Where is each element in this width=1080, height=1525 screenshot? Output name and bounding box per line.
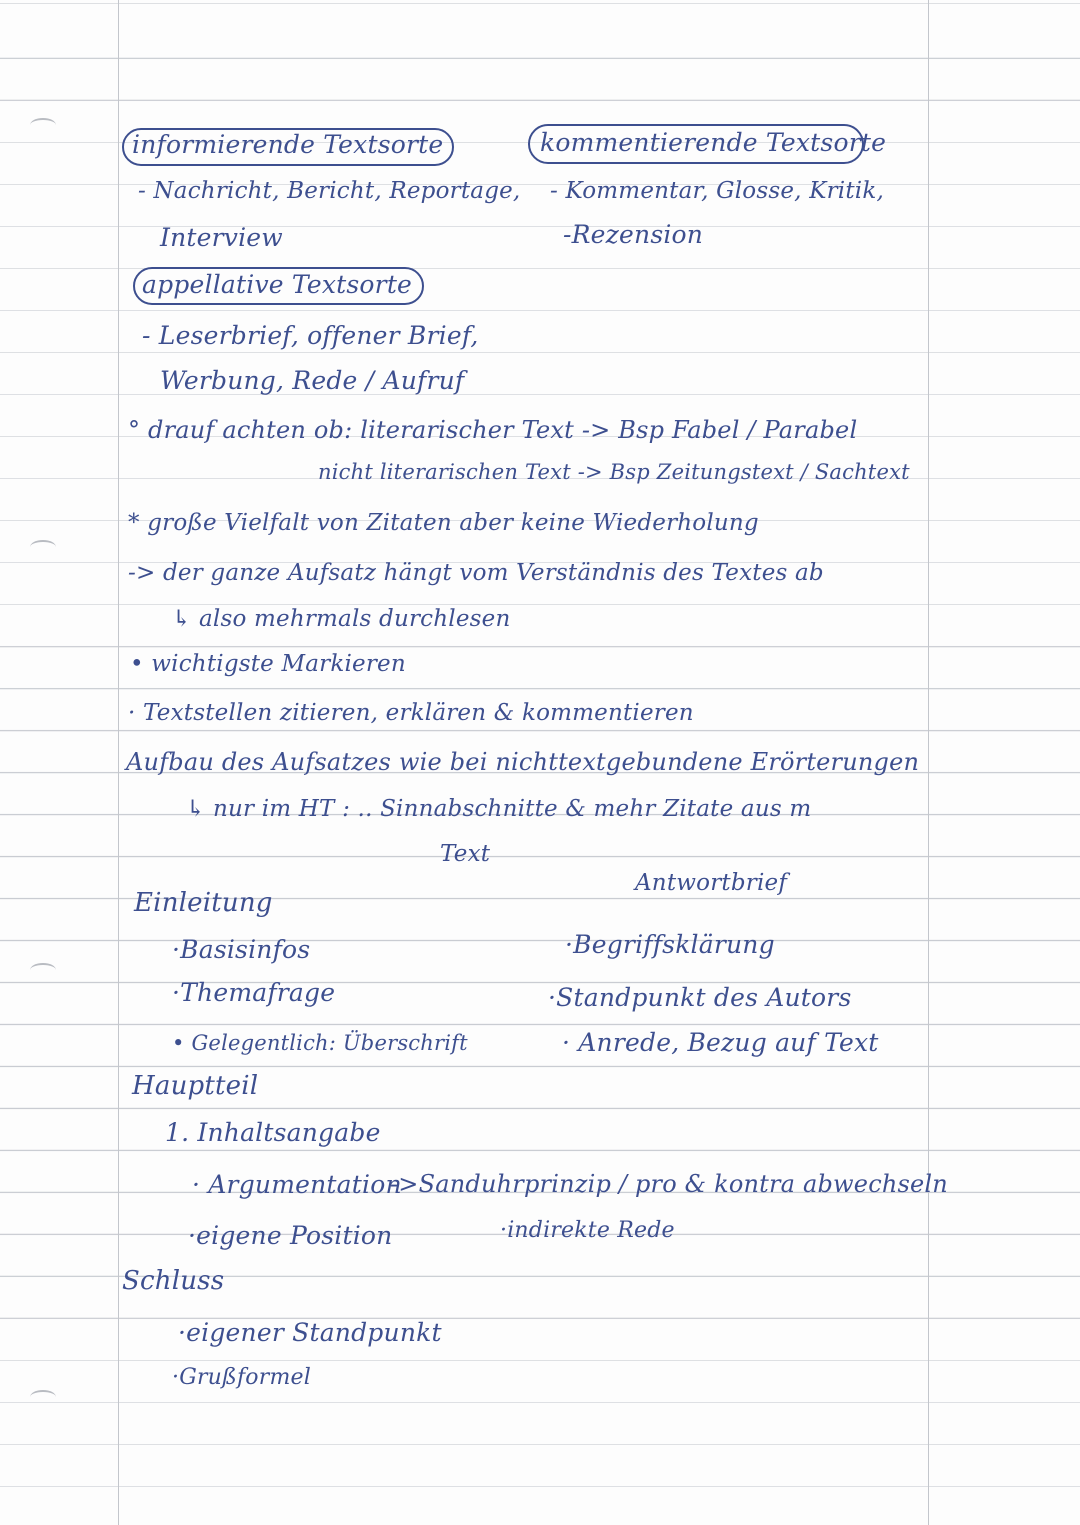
hint-line-5: ↳ also mehrmals durchlesen (172, 606, 511, 632)
punch-hole (30, 963, 56, 977)
appellative-line-2: Werbung, Rede / Aufruf (160, 366, 465, 395)
punch-hole (30, 1390, 56, 1404)
informing-heading: informierende Textsorte (132, 130, 444, 159)
intro-item-1: ·Basisinfos (172, 935, 311, 964)
letter-label: Antwortbrief (635, 870, 788, 896)
informing-line-1: - Nachricht, Bericht, Reportage, (138, 178, 521, 204)
letter-item-3: · Anrede, Bezug auf Text (562, 1028, 879, 1057)
appellative-heading: appellative Textsorte (142, 270, 413, 299)
hint-line-4: -> der ganze Aufsatz hängt vom Verständnis des Textes ab (128, 560, 824, 586)
main-item-3: ->Sanduhrprinzip / pro & kontra abwechseln (390, 1170, 948, 1198)
hint-line-8: Aufbau des Aufsatzes wie bei nichttextgebundene Erörterungen (126, 748, 920, 776)
informing-line-2: Interview (160, 223, 283, 252)
appellative-line-1: - Leserbrief, offener Brief, (142, 321, 479, 350)
intro-item-2: ·Themafrage (172, 978, 336, 1007)
hint-line-2: nicht literarischen Text -> Bsp Zeitungstext / Sachtext (318, 460, 910, 484)
right-margin-line (928, 0, 929, 1525)
commenting-heading: kommentierende Textsorte (540, 128, 887, 157)
intro-item-3: • Gelegentlich: Überschrift (172, 1031, 468, 1055)
end-item-1: ·eigener Standpunkt (178, 1318, 442, 1347)
hint-line-1: ° drauf achten ob: literarischer Text -> Bsp Fabel / Parabel (128, 416, 858, 444)
end-item-2: ·Grußformel (172, 1365, 311, 1390)
hint-line-9: ↳ nur im HT : .. Sinnabschnitte & mehr Zitate aus m (186, 796, 812, 822)
letter-item-1: ·Begriffsklärung (565, 930, 775, 959)
main-item-5: ·indirekte Rede (500, 1218, 675, 1243)
left-margin-line (118, 0, 119, 1525)
hint-line-7: · Textstellen zitieren, erklären & kommentieren (128, 700, 694, 726)
main-item-2: · Argumentation (192, 1170, 402, 1199)
main-item-1: 1. Inhaltsangabe (165, 1118, 381, 1147)
intro-heading: Einleitung (134, 888, 273, 918)
commenting-line-2: -Rezension (563, 220, 704, 249)
letter-item-2: ·Standpunkt des Autors (548, 983, 852, 1012)
main-heading: Hauptteil (132, 1071, 259, 1101)
hint-line-10: Text (440, 841, 491, 867)
commenting-line-1: - Kommentar, Glosse, Kritik, (550, 178, 884, 204)
hint-line-3: * große Vielfalt von Zitaten aber keine Wiederholung (128, 510, 759, 536)
hint-line-6: • wichtigste Markieren (130, 651, 406, 677)
end-heading: Schluss (122, 1266, 225, 1296)
punch-hole (30, 118, 56, 132)
main-item-4: ·eigene Position (188, 1221, 393, 1250)
punch-hole (30, 540, 56, 554)
